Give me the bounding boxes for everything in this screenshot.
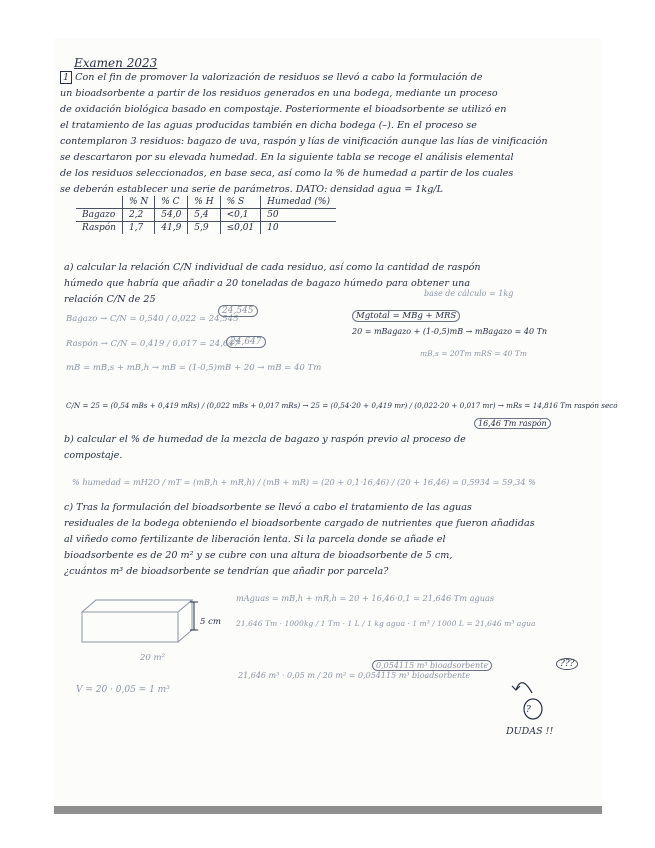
- calc-raspon-result: 24,647: [226, 336, 266, 348]
- calc-bagazo-result: 24,545: [218, 305, 258, 317]
- table-header-cell: Humedad (%): [261, 196, 336, 209]
- table-cell: 2,2: [122, 209, 154, 222]
- exam-title: Examen 2023: [74, 56, 158, 70]
- question-marks: ???: [556, 658, 578, 670]
- calc-raspon: Raspón → C/N = 0,419 / 0,017 = 24,647: [66, 339, 240, 349]
- table-cell: 10: [261, 222, 336, 235]
- table-cell: Raspón: [82, 223, 116, 233]
- dudas-note: DUDAS !!: [506, 726, 554, 737]
- part-c-line-0: c) Tras la formulación del bioadsorbente se llevó a cabo el tratamiento de las aguas: [64, 502, 472, 513]
- table-cell: 5,4: [188, 209, 220, 222]
- table-header-cell: % H: [188, 196, 220, 209]
- intro-line-3: el tratamiento de las aguas producidas también en dicha bodega (–). En el proceso se: [60, 120, 477, 131]
- part-b-line-1: compostaje.: [64, 450, 123, 461]
- calc-mezcla: Mgtotal = MBg + MRS: [352, 310, 460, 322]
- calc-final: 21,646 m³ · 0,05 m / 20 m² = 0,054115 m³ bioadsorbente: [238, 671, 471, 680]
- base-calculo-note: base de cálculo = 1kg: [424, 289, 514, 298]
- question-icon: ?: [526, 705, 531, 715]
- question-number: 1: [60, 71, 72, 84]
- table-cell: Bagazo: [76, 209, 122, 222]
- table-cell: ≤0,01: [220, 222, 261, 235]
- intro-line-0: 1 Con el fin de promover la valorización de residuos se llevó a cabo la formulación de: [60, 72, 482, 84]
- part-a-line-0: a) calcular la relación C/N individual de cada residuo, así como la cantidad de raspón: [64, 262, 481, 273]
- table-header-cell: % N: [122, 196, 154, 209]
- part-c-line-3: bioadsorbente es de 20 m² y se cubre con una altura de bioadsorbente de 5 cm,: [64, 550, 453, 561]
- table-cell: 1,7: [122, 222, 154, 235]
- intro-line-7: se deberán establecer una serie de parámetros. DATO: densidad agua = 1kg/L: [60, 184, 443, 195]
- calc-conversion: 21,646 Tm · 1000kg / 1 Tm · 1 L / 1 kg agua · 1 m³ / 1000 L = 21,646 m³ agua: [236, 619, 536, 628]
- table-cell: 41,9: [155, 222, 188, 235]
- page-bottom-divider: [54, 806, 602, 814]
- part-c-line-4: ¿cuántos m³ de bioadsorbente se tendrían que añadir por parcela?: [64, 566, 389, 577]
- part-b-line-0: b) calcular el % de humedad de la mezcla de bagazo y raspón previo al proceso de: [64, 434, 466, 445]
- table-cell: 50: [261, 209, 336, 222]
- intro-line-4: contemplaron 3 residuos: bagazo de uva, raspón y lías de vinificación aunque las lías de vinificación: [60, 136, 548, 147]
- calc-20: 20 = mBagazo + (1-0,5)mB → mBagazo = 40 Tn: [352, 327, 548, 336]
- calc-ms: mB,s = 20Tm mRS = 40 Tm: [420, 349, 527, 358]
- table-cell: <0,1: [220, 209, 261, 222]
- part-c-line-2: al viñedo como fertilizante de liberación lenta. Si la parcela donde se añade el: [64, 534, 446, 545]
- calc-magua: mAguas = mB,h + mR,h = 20 + 16,46·0,1 = 21,646 Tm aguas: [236, 593, 495, 603]
- table-cell: 54,0: [155, 209, 188, 222]
- intro-line-2: de oxidación biológica basado en compostaje. Posteriormente el bioadsorbente se utilizó en: [60, 104, 507, 115]
- calc-mb: mB = mB,s + mB,h → mB = (1-0,5)mB + 20 → mB = 40 Tm: [66, 363, 322, 373]
- calc-final-result: 0,054115 m³ bioadsorbente: [372, 660, 492, 672]
- part-a-line-2: relación C/N de 25: [64, 294, 156, 305]
- table-header-cell: % C: [155, 196, 188, 209]
- calc-bagazo: Bagazo → C/N = 0,540 / 0,022 = 24,545: [66, 314, 239, 324]
- table-cell: 5,9: [188, 222, 220, 235]
- calc-humedad: % humedad = mH2O / mT = (mB,h + mR,h) / (mB + mR) = (20 + 0,1·16,46) / (20 + 16,46) = 0,5934 = 59,34 %: [72, 477, 536, 487]
- fig-area-label: 20 m²: [140, 653, 165, 663]
- intro-line-1: un bioadsorbente a partir de los residuos generados en una bodega, mediante un proceso: [60, 88, 498, 99]
- table-header-cell: % S: [220, 196, 261, 209]
- calc-ratio: C/N = 25 = (0,54 mBs + 0,419 mRs) / (0,022 mBs + 0,017 mRs) → 25 = (0,54·20 + 0,419 mr) / (0,022·20 + 0,017 mr) → mRs = 14,816 Tm raspón seco: [66, 401, 618, 410]
- intro-line-5: se descartaron por su elevada humedad. En la siguiente tabla se recoge el análisis elemental: [60, 152, 514, 163]
- part-a-line-1: húmedo que habría que añadir a 20 toneladas de bagazo húmedo para obtener una: [64, 278, 471, 289]
- fig-height-label: 5 cm: [200, 617, 221, 627]
- calc-ratio-result: 16,46 Tm raspón: [474, 418, 551, 430]
- calc-volume: V = 20 · 0,05 = 1 m³: [76, 685, 170, 695]
- part-c-line-1: residuales de la bodega obteniendo el bioadsorbente cargado de nutrientes que fueron añadidas: [64, 518, 535, 529]
- intro-line-6: de los residuos seleccionados, en base seca, así como la % de humedad a partir de los cuales: [60, 168, 514, 179]
